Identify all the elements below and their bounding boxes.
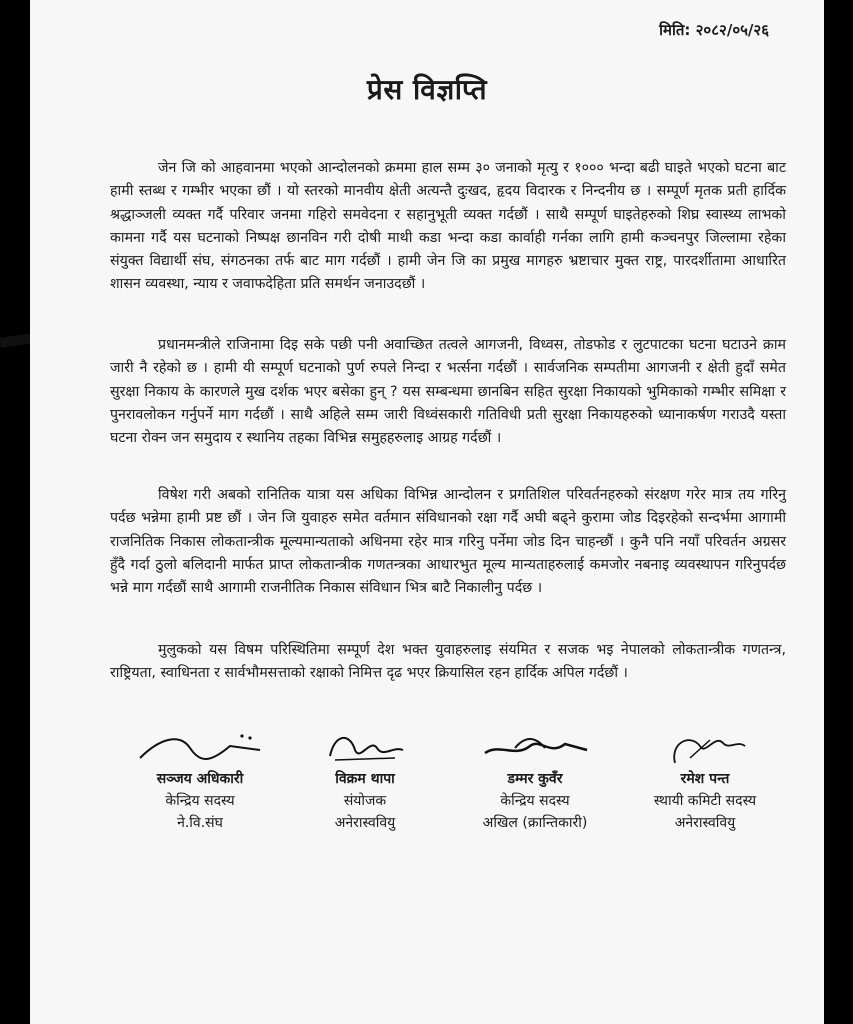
signatory-organization: अनेरास्ववियु bbox=[674, 815, 736, 831]
press-release-page bbox=[30, 0, 824, 1024]
signatory-4 bbox=[625, 728, 785, 834]
handwritten-signature-3 bbox=[475, 728, 595, 768]
signatory-position: केन्द्रिय सदस्य bbox=[165, 793, 235, 809]
signatory-name: सञ्जय अधिकारी bbox=[156, 771, 244, 787]
paragraph-3: विषेश गरी अबको रानितिक यात्रा यस अधिका विभिन्न आन्दोलन र प्रगतिशिल परिवर्तनहरुको संरक्षण गरेर मात्र तय गरिनु पर्दछ भन्नेमा हामी प्रष्ट छौं । जेन जि युवाहरु समेत वर्तमान संविधानको रक्षा गर्दै अघी बढ्ने कुरामा जोड दिइरहेको सन्दर्भमा आगामी राजनितिक निकास लोकतान्त्रीक मूल्यमान्यताको अधिनमा रहेर मात्र गरिनु पर्नेमा जोड दिन चाहन्छौं । कुनै पनि नयाँ परिवर्तन अग्रसर हुँदै गर्दा ठुलो बलिदानी मार्फत प्राप्त लोकतान्त्रीक गणतन्त्रका आधारभुत मूल्य मान्यताहरुलाई कमजोर नबनाइ व्यवस्थापन गरिनुपर्दछ भन्ने माग गर्दछौं साथै आगामी राजनीतिक निकास संविधान भित्र बाटै निकालीनु पर्दछ । bbox=[110, 487, 786, 596]
signatory-1 bbox=[120, 728, 280, 834]
document-date: मिति: २०८२/०५/२६ bbox=[659, 21, 769, 39]
signatory-name: डम्मर कुवँर bbox=[507, 771, 563, 787]
signatory-2 bbox=[285, 728, 445, 834]
signatory-position: स्थायी कमिटी सदस्य bbox=[653, 793, 757, 809]
handwritten-signature-2 bbox=[315, 728, 415, 768]
signatory-organization: अखिल (क्रान्तिकारी) bbox=[482, 815, 588, 831]
handwritten-signature-4 bbox=[655, 728, 755, 768]
document-title: प्रेस विज्ञप्ति bbox=[366, 73, 488, 106]
signatory-position: संयोजक bbox=[343, 793, 387, 809]
signatory-3 bbox=[455, 728, 615, 834]
signature-block bbox=[110, 728, 786, 838]
signatory-organization: ने.वि.संघ bbox=[177, 815, 223, 831]
signatory-name: विक्रम थापा bbox=[335, 771, 395, 787]
paragraph-1: जेन जि को आहवानमा भएको आन्दोलनको क्रममा हाल सम्म ३० जनाको मृत्यु र १००० भन्दा बढी घाइते भएको घटना बाट हामी स्तब्ध र गम्भीर भएका छौं । यो स्तरको मानवीय क्षेती अत्यन्तै दुःखद, हृदय विदारक र निन्दनीय छ । सम्पूर्ण मृतक प्रती हार्दिक श्रद्धाञ्जली व्यक्त गर्दै परिवार जनमा गहिरो समवेदना र सहानुभूती व्यक्त गर्दछौं । साथै सम्पूर्ण घाइतेहरुको शिघ्र स्वास्थ्य लाभको कामना गर्दै यस घटनाको निष्पक्ष छानविन गरी दोषी माथी कडा भन्दा कडा कार्वाही गर्नका लागि हामी कञ्चनपुर जिल्लामा रहेका संयुक्त विद्यार्थी संघ, संगठनका तर्फ बाट माग गर्दछौं । हामी जेन जि का प्रमुख मागहरु भ्रष्टाचार मुक्त राष्ट्र, पारदर्शीतामा आधारित शासन व्यवस्था, न्याय र जवाफदेहिता प्रति समर्थन जनाउदछौं । bbox=[110, 160, 786, 293]
signatory-name: रमेश पन्त bbox=[680, 771, 730, 787]
paragraph-2: प्रधानमन्त्रीले राजिनामा दिइ सके पछी पनी अवाच्छित तत्वले आगजनी, विध्वस, तोडफोड र लुटपाटका घटना घटाउने क्राम जारी नै रहेको छ । हामी यी सम्पूर्ण घटनाको पुर्ण रुपले निन्दा र भर्त्सना गर्दछौं । सार्वजनिक सम्पतीमा आगजनी र क्षेती हुदाँ समेत सुरक्षा निकाय के कारणले मुख दर्शक भएर बसेका हुन् ? यस सम्बन्धमा छानबिन सहित सुरक्षा निकायको भुमिकाको गम्भीर समिक्षा र पुनरावलोकन गर्नुपर्ने माग गर्दछौं । साथै अहिले सम्म जारी विध्वंसकारी गतिविधी प्रती सुरक्षा निकायहरुको ध्यानाकर्षण गराउदै यस्ता घटना रोक्न जन समुदाय र स्थानिय तहका विभिन्न समुहहरुलाइ आग्रह गर्दछौं । bbox=[110, 337, 786, 446]
handwritten-signature-1 bbox=[130, 728, 270, 768]
paragraph-4: मुलुकको यस विषम परिस्थितिमा सम्पूर्ण देश भक्त युवाहरुलाइ संयमित र सजक भइ नेपालको लोकतान्त्रीक गणतन्त्र, राष्ट्रियता, स्वाधिनता र सार्वभौमसत्ताको रक्षाको निमित्त दृढ भएर क्रियासिल रहन हार्दिक अपिल गर्दछौं । bbox=[110, 642, 786, 682]
signatory-organization: अनेरास्ववियु bbox=[334, 815, 396, 831]
signatory-position: केन्द्रिय सदस्य bbox=[500, 793, 570, 809]
